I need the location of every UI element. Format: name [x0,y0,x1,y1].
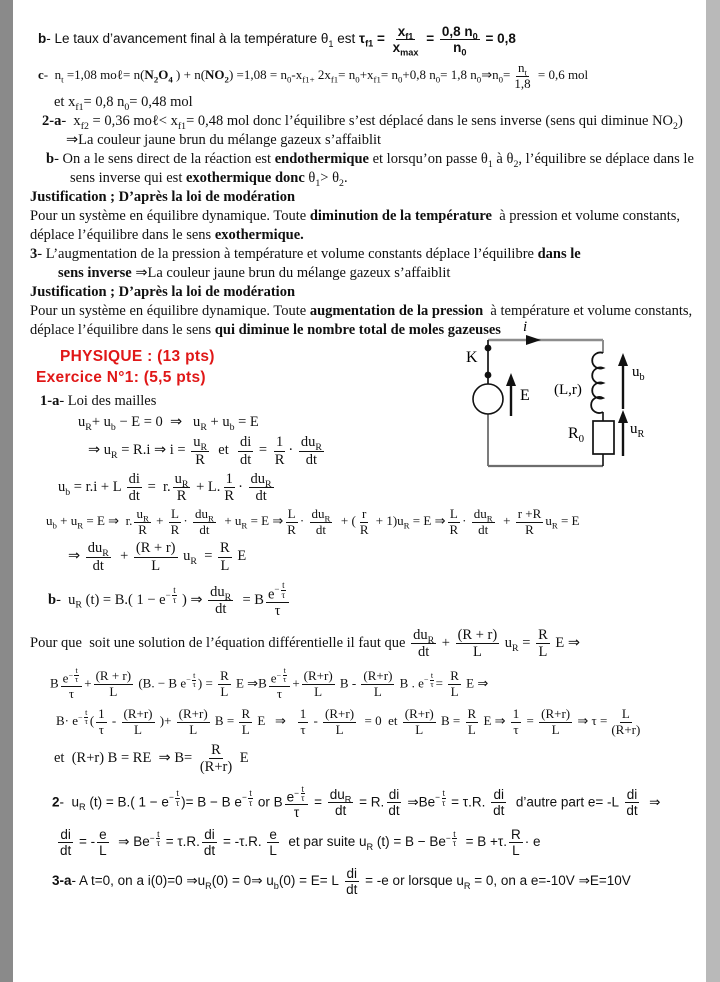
switch-node-bottom [485,372,492,379]
circuit-svg [460,318,712,488]
text-line: déplace l’équilibre dans le sens exothermique. [30,227,304,244]
text-line: déplace l’équilibre dans le sens qui diminue le nombre total de moles gazeuses [30,322,501,339]
text-line: b- $u_R$ (t) = B.( $1 - e^{- \frac{t}{\tau}}$ ) ⇒ $\frac{du_R}{dt}$ = B $e^{- \frac{t}{\tau}}$ τ [48,581,696,620]
emf-arrow-head [506,373,516,386]
current-arrow [526,335,541,345]
circuit-diagram [460,318,712,488]
text-line: $u_R+ u_b - E = 0$ ⇒ $u_R + u_b = E$ [78,414,259,434]
ub-label: $u_b$ [632,364,645,383]
text-line: c- $n_t =1,08$ moℓ= $n(N_2O_4$ ) + $n(NO_2) =1,08 = n_0-x_{f1+}$ $2x_{f1}= n_0+x_{f1}= n_0+0,8$ $n_0= 1,8$ $n_0\Rightarrow n_0=$ $\frac{n_t}{1,8}$ = 0,6 mol [38,60,589,91]
inductor-label: (L,r) [554,382,582,398]
uR-label: $u_R$ [630,421,645,440]
text-line: 3- L’augmentation de la pression à température et volume constants déplace l’équilibre dans le [30,246,581,263]
text-line: 3-a- A t=0, on a i(0)=0 $\Rightarrow u_R(0)$ = 0⇒ $u_b(0) = E= L$ $\frac{di}{dt}$ = -e or lorsque $u_R = 0$, on a e=-10V ⇒E=10V [52,865,631,897]
text-line: sens inverse ⇒La couleur jaune brun du mélange gazeux s’affaiblit [58,265,451,282]
text-line: Pour un système en équilibre dynamique. Toute diminution de la température à pression et volume constants, [30,208,681,225]
generator-circle [473,384,503,414]
left-gutter [0,0,13,982]
switch-label: K [466,349,478,366]
text-line: sens inverse qui est exothermique donc $\theta_1> \theta_2$. [70,170,348,190]
exercise-title: Exercice N°1: (5,5 pts) [36,369,206,387]
text-line: Justification ; D’après la loi de modération [30,284,296,301]
text-line: B $e^{- \frac{t}{\tau}}$ τ + $\frac{(R + r)}{L}$ (B. − B $e^{- \frac{t}{\tau}}$ ) = $\frac{R}{L}$ E ⇒B $e^{- \frac{t}{\tau}}$ τ + $\frac{(R+r)}{L}$ B - $\frac{(R+r)}{L}$ B . $e^{- \frac{t}{\tau}}$ = $\frac{R}{L}$ E ⇒ [50,666,489,702]
text-line: et (R+r) B = RE ⇒ B= $\frac{R}{(R+r)}$ E [54,742,249,776]
text-line: $u_b + u_R = E$ ⇒ r. $\frac{u_R}{R}$ + $\frac{L}{R}$ · $\frac{du_R}{dt}$ + $u_R = E$ ⇒ $\frac{L}{R}$ · $\frac{du_R}{dt}$ + ( $\frac{r}{R}$ + $1)u_R = E$ ⇒ $\frac{L}{R}$ · $\frac{du_R}{dt}$ + $\frac{r +R}{R}$ $u_R = E$ [46,506,580,537]
uR-arrow-head [618,410,628,423]
current-label: i [523,319,528,335]
text-line: b- Le taux d’avancement final à la température $\theta_1$ est $\tau_{f1}$ = $\frac{x_{f1}}{x_{max}}$ = $\frac{0,8 n_0}{n_0}$ = 0,8 [38,24,516,58]
text-line: 1-a- Loi des mailles [40,393,157,410]
text-line: $\frac{di}{dt}$ = - $\frac{e}{L}$ ⇒ $Be^{- \frac{t}{\tau}}$ = τ.R. $\frac{di}{dt}$ = -τ.R. $\frac{e}{L}$ et par suite $u_R$ $(t) = B - Be^{- \frac{t}{\tau}}$ = B +τ. $\frac{R}{L}$ · e [60,827,541,859]
text-line: $u_b = r.i + L$ $\frac{di}{dt}$ = r. $\frac{u_R}{R}$ + L. $\frac{1}{R}$ · $\frac{du_R}{dt}$ [58,470,272,505]
text-line: et $x_{f1}= 0,8$ $n_0= 0,48$ mol [54,94,193,114]
right-gutter [706,0,720,982]
emf-label: E [520,387,530,404]
text-line: b- On a le sens direct de la réaction est endothermique et lorsqu’on passe $\theta_1$ à $\theta_2$, l’équilibre se déplace dans le [46,151,694,171]
switch-node-top [485,345,492,352]
text-line: Pour que soit une solution de l’équation différentielle il faut que $\frac{du_R}{dt}$ + $\frac{(R + r)}{L}$ $u_R$ = $\frac{R}{L}$ E ⇒ [30,626,580,660]
text-line: $B\cdot e^{- \frac{t}{\tau}}$ ( $\frac{1}{\tau}$ - $\frac{(R+r)}{L}$ )+ $\frac{(R+r)}{L}$ B = $\frac{R}{L}$ E ⇒ $\frac{1}{\tau}$ - $\frac{(R+r)}{L}$ = 0 et $\frac{(R+r)}{L}$ B = $\frac{R}{L}$ E ⇒ $\frac{1}{\tau}$ = $\frac{(R+r)}{L}$ ⇒ τ = $\frac{L}{(R+r)}$ [56,705,641,737]
physics-section-title: PHYSIQUE : (13 pts) [60,348,215,366]
text-line: ⇒ $\frac{du_R}{dt}$ + $\frac{(R + r)}{L}$ $u_R$ = $\frac{R}{L}$ E [68,540,247,574]
resistor-box [593,421,614,454]
text-line: 2- $u_R$ (t) = B.( $1 - e^{- \frac{t}{\tau}}$ )= B − B $e^{- \frac{t}{\tau}}$ or B $e^{- \frac{t}{\tau}}$ τ = $\frac{du_R}{dt}$ = R. $\frac{di}{dt}$ $\Rightarrow Be^{- \frac{t}{\tau}}$ = τ.R. $\frac{di}{dt}$ d’autre part e= -L $\frac{di}{dt}$ ⇒ [52,783,661,821]
resistor-label: $R_0$ [568,425,585,446]
text-line: Justification ; D’après la loi de modération [30,189,296,206]
text-line: ⇒La couleur jaune brun du mélange gazeux s’affaiblit [66,132,382,149]
ub-arrow-head [618,353,628,366]
inductor-coil [591,353,603,414]
text-line: ⇒ $u_R = R.i$ ⇒ i = $\frac{u_R}{R}$ et $\frac{di}{dt}$ = $\frac{1}{R}$ · $\frac{du_R}{dt}$ [88,434,322,468]
chemistry-section [30,24,696,340]
page-content [13,0,706,982]
text-line: 2-a- $x_{f2} = 0,36$ moℓ< $x_{f1}= 0,48$ mol donc l’équilibre s’est déplacé dans le sens inverse (sens qui diminue $NO_2$) [42,113,683,133]
text-line: Pour un système en équilibre dynamique. Toute augmentation de la pression à température et volume constants, [30,303,693,320]
